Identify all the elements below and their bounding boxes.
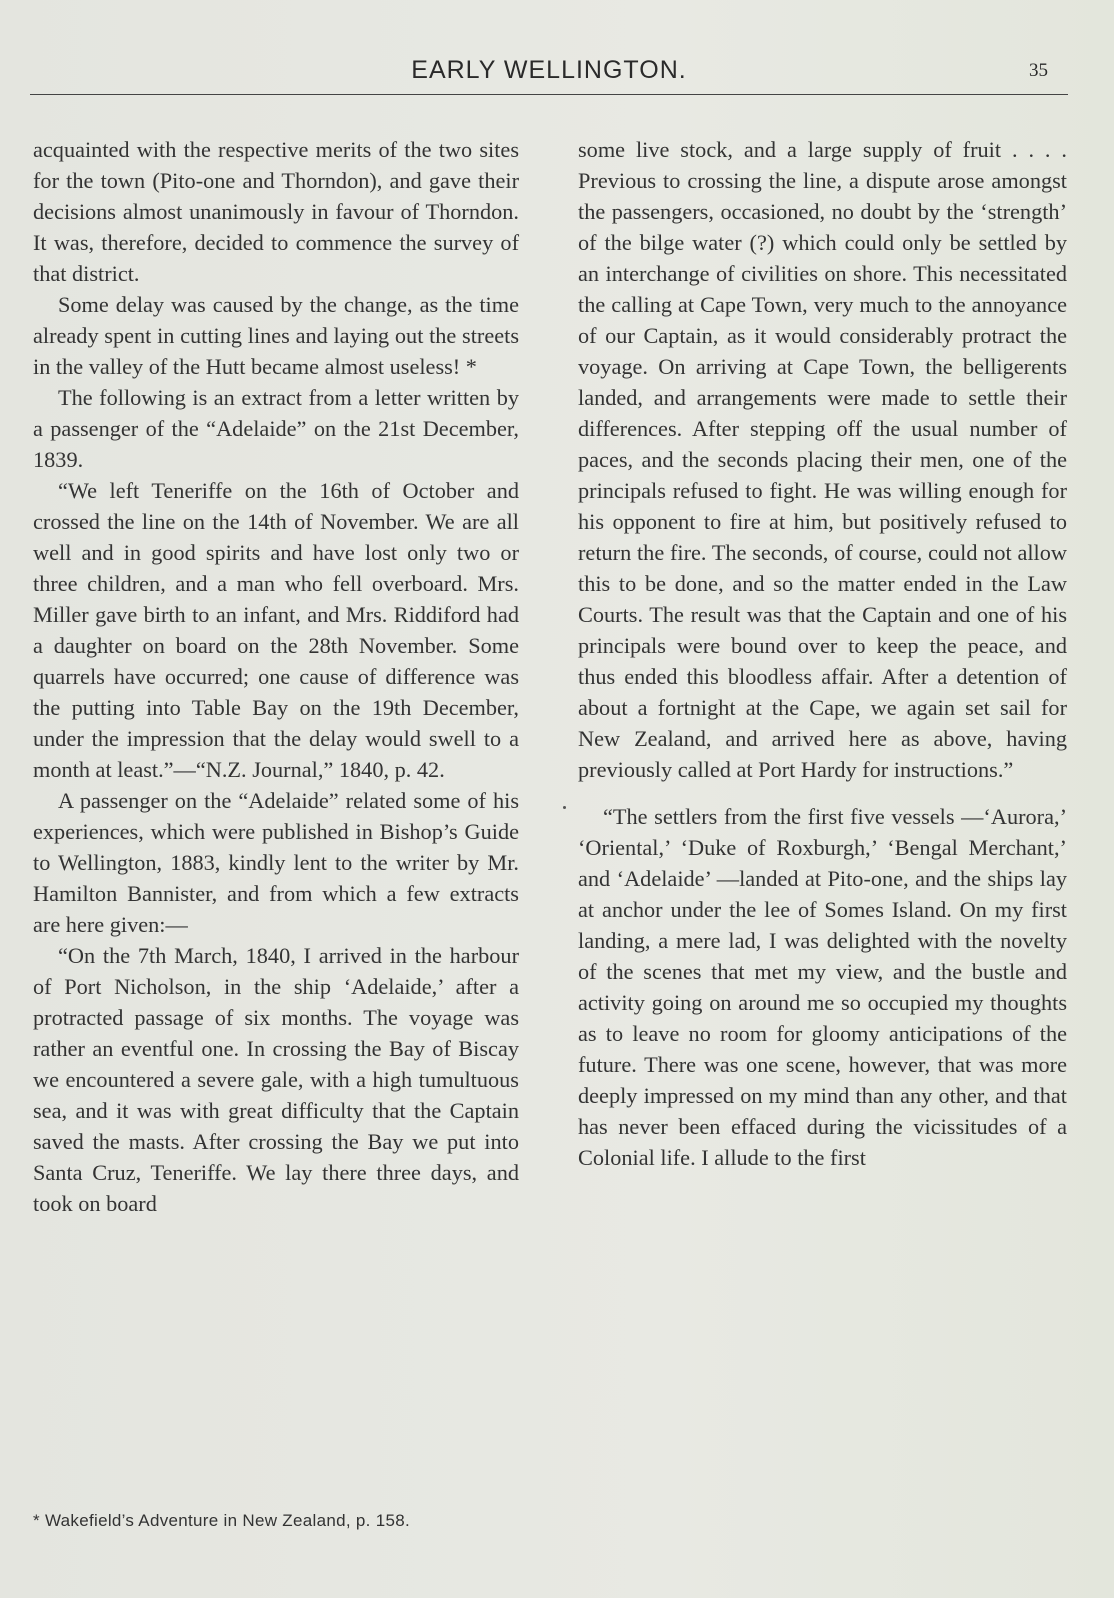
paragraph: acquainted with the respective merits of the two sites for the town (Pito-one and Thorndon), and gave their decisions almost unanimously in favour of Thorndon. It was, therefore, decided to commence the survey of that district. — [33, 137, 519, 286]
paragraph: “The settlers from the first five vessels —‘Aurora,’ ‘Oriental,’ ‘Duke of Roxburgh,’ ‘Bengal Merchant,’ and ‘Adelaide’ —landed at Pito-one, and the ships lay at anchor under the lee of Somes Island. On my first landing, a mere lad, I was delighted with the novelty of the scenes that met my view, and the bustle and activity going on around me so occupied my thoughts as to leave no room for gloomy anticipations of the future. There was one scene, however, that was more deeply impressed on my mind than any other, and that has never been effaced during the vicissitudes of a Colonial life. I allude to the first — [578, 804, 1067, 1170]
paragraph: “On the 7th March, 1840, I arrived in the harbour of Port Nicholson, in the ship ‘Adelaide,’ after a protracted passage of six months. The voyage was rather an eventful one. In crossing the Bay of Biscay we encountered a severe gale, with a high tumultuous sea, and it was with great difficulty that the Captain saved the masts. After crossing the Bay we put into Santa Cruz, Teneriffe. We lay there three days, and took on board — [33, 943, 519, 1216]
paragraph: “We left Teneriffe on the 16th of October and crossed the line on the 14th of November. We are all well and in good spirits and have lost only two or three children, and a man who fell overboard. Mrs. Miller gave birth to an infant, and Mrs. Riddiford had a daughter on board on the 28th November. Some quarrels have occurred; one cause of difference was the putting into Table Bay on the 19th December, under the impression that the delay would swell to a month at least.”—“N.Z. Journal,” 1840, p. 42. — [33, 478, 519, 782]
running-title: EARLY WELLINGTON. — [411, 56, 687, 84]
paragraph: The following is an extract from a letter written by a passenger of the “Adelaide” on the 21st December, 1839. — [33, 385, 519, 472]
page-number: 35 — [1029, 60, 1048, 81]
paragraph: A passenger on the “Adelaide” related some of his experiences, which were published in Bishop’s Guide to Wellington, 1883, kindly lent to the writer by Mr. Hamilton Bannister, and from which a few extracts are here given:— — [33, 788, 519, 937]
paragraph: Some delay was caused by the change, as the time already spent in cutting lines and laying out the streets in the valley of the Hutt became almost useless! * — [33, 292, 519, 379]
footnote: * Wakefield’s Adventure in New Zealand, p. 158. — [33, 1511, 410, 1530]
page-header — [30, 54, 1068, 95]
paragraph: some live stock, and a large supply of fruit . . . . Previous to crossing the line, a dispute arose amongst the passengers, occasioned, no doubt by the ‘strength’ of the bilge water (?) which could only be settled by an interchange of civilities on shore. This necessitated the calling at Cape Town, very much to the annoyance of our Captain, as it would considerably protract the voyage. On arriving at Cape Town, the belligerents landed, and arrangements were made to settle their differences. After stepping off the usual number of paces, and the seconds placing their men, one of the principals refused to fight. He was willing enough for his opponent to fire at him, but positively refused to return the fire. The seconds, of course, could not allow this to be done, and so the matter ended in the Law Courts. The result was that the Captain and one of his principals were bound over to keep the peace, and thus ended this bloodless affair. After a detention of about a fortnight at the Cape, we again set sail for New Zealand, and arrived here as above, having previously called at Port Hardy for instructions.” — [578, 137, 1067, 782]
right-column — [578, 134, 1067, 1173]
left-column — [33, 134, 519, 1219]
margin-mark — [563, 806, 566, 809]
